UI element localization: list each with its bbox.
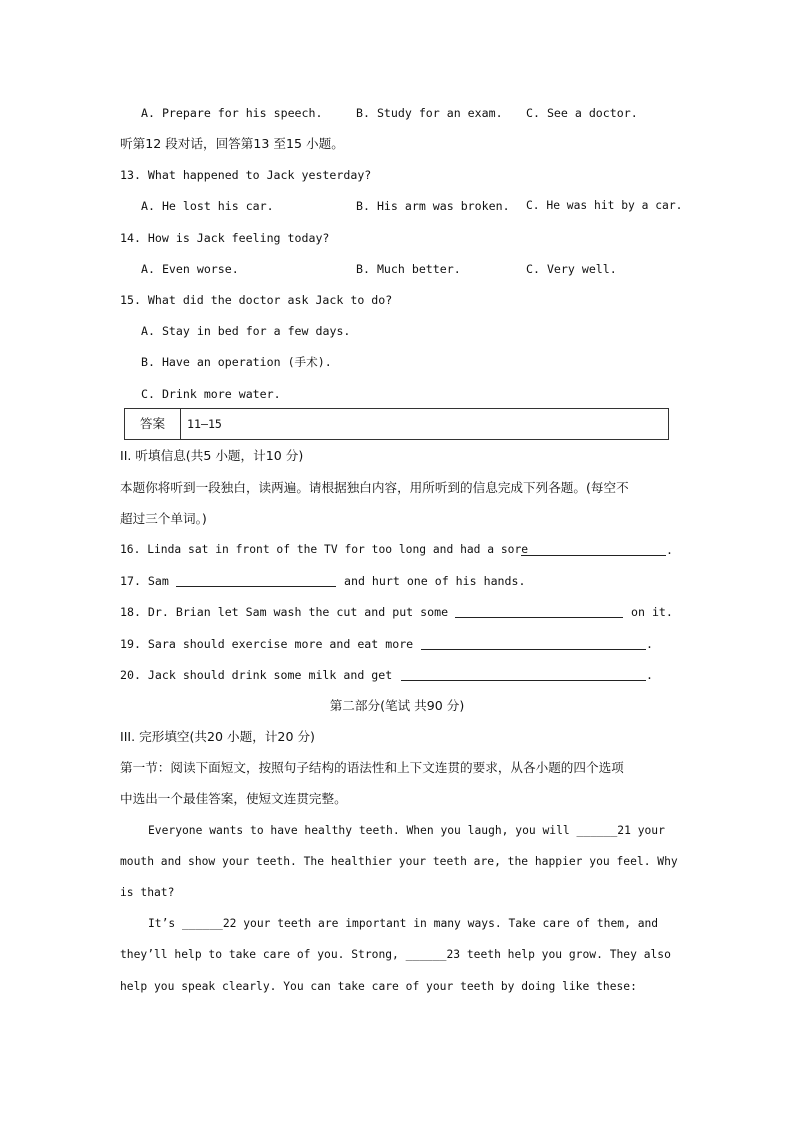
passage-p1-line3: is that? — [120, 886, 175, 899]
q14-option-a: A. Even worse. — [141, 262, 239, 276]
q19-blank[interactable] — [421, 649, 646, 650]
q17-end: and hurt one of his hands. — [344, 574, 526, 588]
instruction-13-15: 听第12 段对话，回答第13 至15 小题。 — [120, 136, 344, 151]
answer-box — [124, 408, 669, 440]
q14-option-b: B. Much better. — [356, 262, 461, 276]
passage-p1-line2: mouth and show your teeth. The healthier your teeth are, the happier you feel. Why — [120, 855, 678, 868]
answer-box-label: 答案 — [125, 409, 181, 439]
q12-option-a: A. Prepare for his speech. — [141, 106, 323, 120]
q15-option-a: A. Stay in bed for a few days. — [141, 324, 351, 338]
q18-blank[interactable] — [455, 617, 623, 618]
q18-text: 18. Dr. Brian let Sam wash the cut and put some — [120, 605, 449, 619]
section3-instruction-line2: 中选出一个最佳答案，使短文连贯完整。 — [120, 791, 347, 806]
q16-end: . — [666, 543, 673, 557]
section2-title: II. 听填信息(共5 小题，计10 分) — [120, 448, 304, 463]
section2-instruction-line2: 超过三个单词。) — [120, 511, 207, 526]
q15-option-c: C. Drink more water. — [141, 387, 281, 401]
q16-text: 16. Linda sat in front of the TV for too long and had a sore — [120, 543, 529, 556]
passage-p2-line1: It’s ______22 your teeth are important in many ways. Take care of them, and — [148, 917, 659, 930]
q14-option-c: C. Very well. — [526, 262, 617, 276]
q15-option-b: B. Have an operation (手术). — [141, 355, 332, 369]
q13-option-b: B. His arm was broken. — [356, 199, 510, 213]
q13-option-a: A. He lost his car. — [141, 199, 274, 213]
q13-option-c: C. He was hit by a car. — [526, 199, 683, 212]
q17-text: 17. Sam — [120, 574, 169, 588]
section3-instruction-line1: 第一节：阅读下面短文，按照句子结构的语法性和上下文连贯的要求，从各小题的四个选项 — [120, 760, 624, 775]
q15-question: 15. What did the doctor ask Jack to do? — [120, 293, 393, 307]
q16-blank[interactable] — [521, 555, 666, 556]
q12-option-c: C. See a doctor. — [526, 106, 638, 120]
q18-end: on it. — [631, 605, 673, 619]
section2-instruction-line1: 本题你将听到一段独白，读两遍。请根据独白内容，用所听到的信息完成下列各题。(每空不 — [120, 480, 629, 495]
q20-blank[interactable] — [401, 680, 646, 681]
answer-box-value[interactable]: 11—15 — [187, 417, 222, 431]
q14-question: 14. How is Jack feeling today? — [120, 231, 330, 245]
q20-end: . — [646, 668, 653, 682]
q17-blank[interactable] — [176, 586, 336, 587]
passage-p2-line2: they’ll help to take care of you. Strong, ______23 teeth help you grow. They also — [120, 948, 671, 961]
section3-title: III. 完形填空(共20 小题，计20 分) — [120, 729, 315, 744]
passage-p2-line3: help you speak clearly. You can take care of your teeth by doing like these: — [120, 980, 637, 993]
q19-end: . — [646, 637, 653, 651]
q13-question: 13. What happened to Jack yesterday? — [120, 168, 372, 182]
passage-p1-line1: Everyone wants to have healthy teeth. When you laugh, you will ______21 your — [148, 824, 665, 837]
q19-text: 19. Sara should exercise more and eat more — [120, 637, 414, 651]
q12-option-b: B. Study for an exam. — [356, 106, 503, 120]
q20-text: 20. Jack should drink some milk and get — [120, 668, 393, 682]
part2-title: 第二部分(笔试 共90 分) — [329, 698, 465, 713]
